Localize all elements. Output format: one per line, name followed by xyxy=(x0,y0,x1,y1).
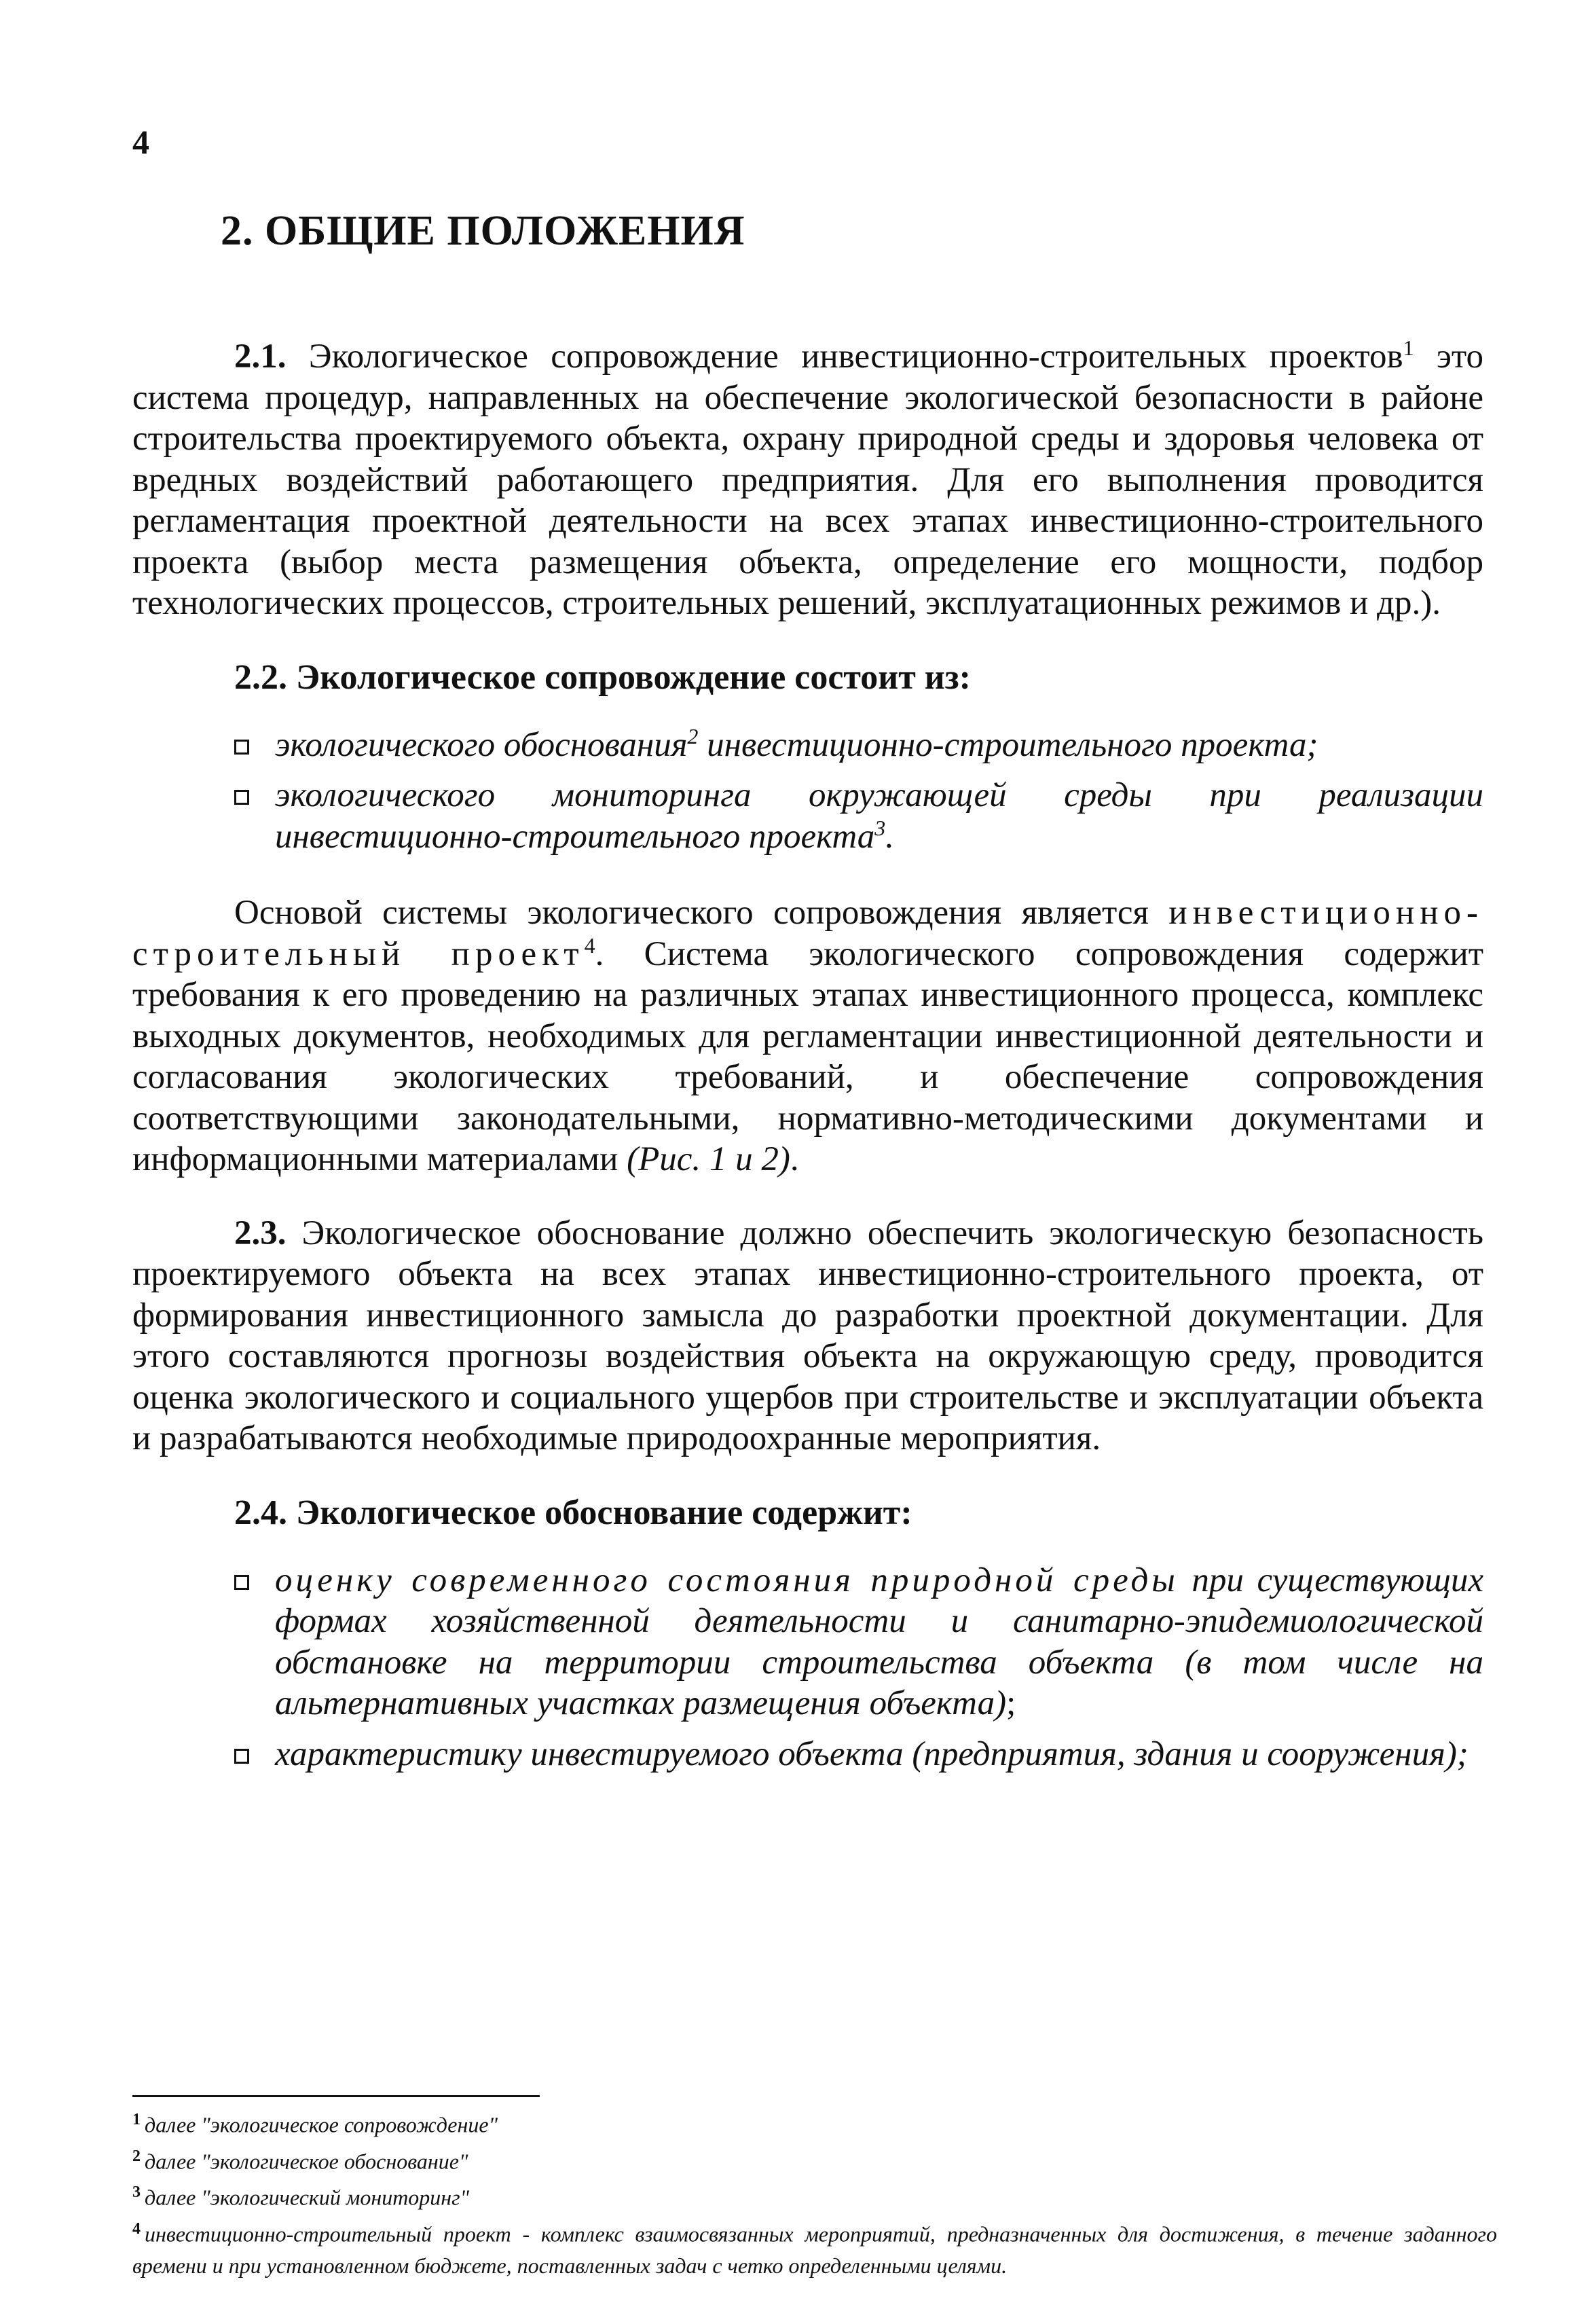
footnote-ref-1: 1 xyxy=(1403,335,1414,360)
paragraph-text: это система процедур, направленных на обеспечение экологической безопасности в районе строительства проектируемого объекта, охрану природной среды и здоровья человека от вредных воздействий работающего предприятия. Для его выполнения проводится регламентация проектной деятельности на всех этапах инвестиционно-строительного проекта (выбор места размещения объекта, определение его мощности, подбор технологических процессов, строительных решений, эксплуатационных режимов и др.). xyxy=(132,338,1483,622)
footnote-ref-3: 3 xyxy=(874,815,886,840)
list-item xyxy=(132,775,1483,857)
footnote-number: 4 xyxy=(132,2219,141,2238)
list-item-text: экологического мониторинга окружающей среды при реализации инвестиционно-строительного проекта xyxy=(275,776,1483,856)
square-bullet-icon xyxy=(234,1575,249,1590)
footnote-text: инвестиционно-строительный проект - комплекс взаимосвязанных мероприятий, предназначенных для достижения, в течение заданного времени и при установленном бюджете, поставленных задач с четко определенными целями. xyxy=(132,2221,1497,2278)
footnote-number: 3 xyxy=(132,2183,141,2202)
page-number: 4 xyxy=(132,123,149,161)
footnote xyxy=(132,2177,1497,2213)
list-item xyxy=(132,1560,1483,1724)
paragraph-number: 2.1. xyxy=(234,338,287,376)
footnote xyxy=(132,2104,1497,2141)
figure-reference: (Рис. 1 и 2) xyxy=(627,1140,790,1178)
square-bullet-icon xyxy=(234,740,249,755)
paragraph-text: . Система экологического сопровождения содержит требования к его проведению на различных этапах инвестиционного процесса, комплекс выходных документов, необходимых для регламентации инвестиционной деятельности и согласования экологических требований, и обеспечение сопровождения соответствующими законодательными, нормативно-методическими документами и информационными материалами xyxy=(132,934,1483,1178)
paragraph-osnova xyxy=(132,892,1483,1180)
heading-2-4: 2.4. Экологическое обоснование содержит: xyxy=(234,1493,912,1532)
section-title: 2. ОБЩИЕ ПОЛОЖЕНИЯ xyxy=(221,208,745,254)
list-item-text: характеристику инвестируемого объекта (предприятия, здания и сооружения); xyxy=(275,1735,1469,1773)
list-item-text: оценку современного состояния природной среды xyxy=(275,1561,1179,1599)
list-item xyxy=(132,1734,1483,1775)
list-item-text: ; xyxy=(1006,1684,1016,1722)
list-item xyxy=(132,725,1483,766)
heading-2-2: 2.2. Экологическое сопровождение состоит из: xyxy=(234,657,971,697)
paragraph-text: Экологическое сопровождение инвестиционно-строительных проектов xyxy=(286,338,1403,376)
paragraph-text: Основой системы экологического сопровождения является xyxy=(234,894,1169,932)
paragraph-text: . xyxy=(790,1140,799,1178)
footnote xyxy=(132,2141,1497,2177)
spaced-term: инвестиционно-строительный проект xyxy=(132,894,1483,973)
list-item-text: . xyxy=(885,817,895,856)
footnote-divider xyxy=(132,2095,540,2097)
footnote-text: далее "экологическое сопровождение" xyxy=(145,2112,498,2137)
list-item-text: при существующих формах хозяйственной деятельности и санитарно-эпидемиологической обстановке на территории строительства объекта (в том числе на альтернативных участках размещения объекта) xyxy=(275,1561,1483,1722)
footnote xyxy=(132,2213,1497,2281)
footnote-text: далее "экологический мониторинг" xyxy=(145,2185,470,2210)
footnotes xyxy=(132,2104,1497,2281)
list-2-2 xyxy=(132,725,1483,858)
list-2-4 xyxy=(132,1560,1483,1775)
paragraph-text: Экологическое обоснование должно обеспечить экологическую безопасность проектируемого объекта на всех этапах инвестиционно-строительного проекта, от формирования инвестиционного замысла до разработки проектной документации. Для этого составляются прогнозы воздействия объекта на окружающую среду, проводится оценка экологического и социального ущербов при строительстве и эксплуатации объекта и разрабатываются необходимые природоохранные мероприятия. xyxy=(132,1214,1483,1457)
paragraph-number: 2.3. xyxy=(234,1214,287,1252)
footnote-number: 1 xyxy=(132,2111,141,2128)
footnote-ref-2: 2 xyxy=(687,723,699,748)
footnote-ref-4: 4 xyxy=(584,932,595,958)
footnote-number: 2 xyxy=(132,2147,141,2165)
list-item-text: инвестиционно-строительного проекта; xyxy=(698,725,1318,764)
paragraph-2-1 xyxy=(132,336,1483,624)
document-body xyxy=(132,204,1483,1784)
paragraph-2-3 xyxy=(132,1213,1483,1459)
square-bullet-icon xyxy=(234,790,249,805)
footnote-text: далее "экологическое обоснование" xyxy=(145,2149,468,2174)
list-item-text: экологического обоснования xyxy=(275,725,688,764)
square-bullet-icon xyxy=(234,1749,249,1764)
